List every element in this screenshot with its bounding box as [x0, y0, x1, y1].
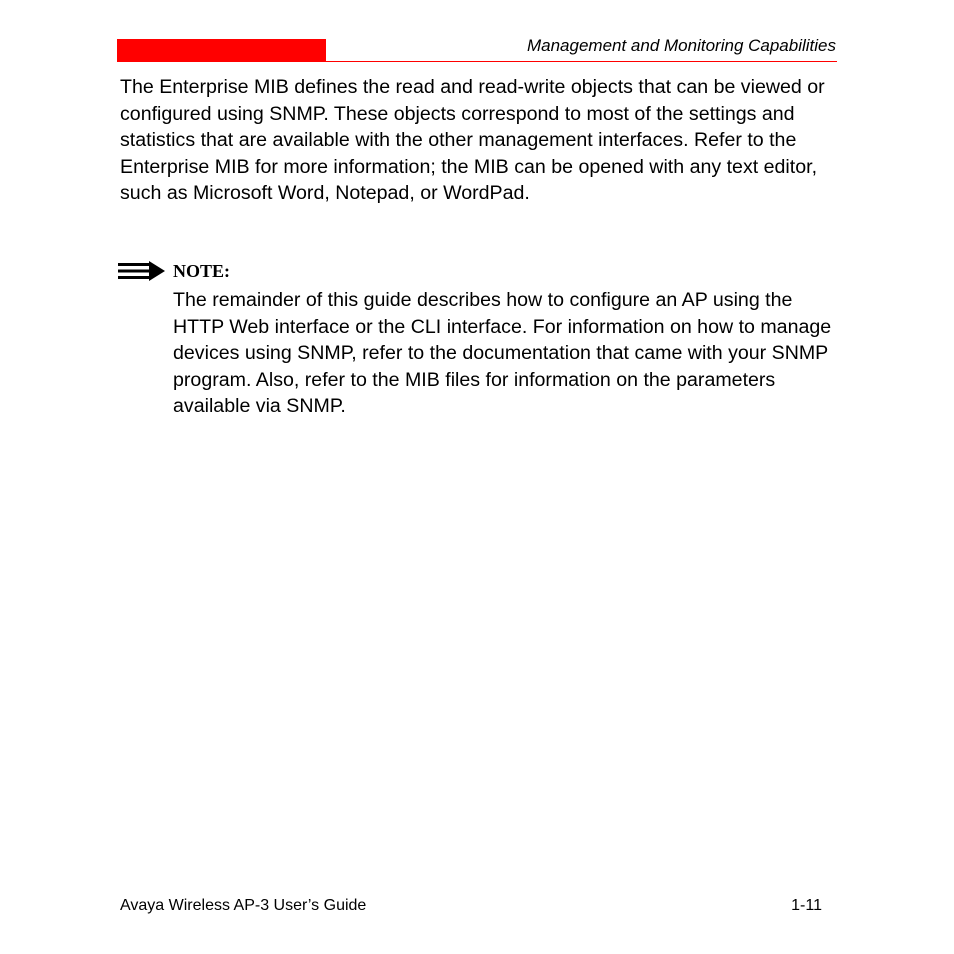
running-header-title: Management and Monitoring Capabilities [526, 36, 836, 55]
body-paragraph: The Enterprise MIB defines the read and read-write objects that can be viewed or configured using SNMP. These objects correspond to most of the settings and statistics that are available with the other management interfaces. Refer to the Enterprise MIB for more information; the MIB can be opened with any text editor, such as Microsoft Word, Notepad, or WordPad. [120, 76, 825, 204]
footer-guide-title: Avaya Wireless AP-3 User’s Guide [120, 897, 367, 914]
header-accent-bar [117, 39, 326, 61]
page-number: 1-11 [791, 897, 822, 914]
note-text: The remainder of this guide describes how to configure an AP using the HTTP Web interface or the CLI interface. For information on how to manage devices using SNMP, refer to the documentation that came with your SNMP program. Also, refer to the MIB files for information on the parameters available via SNMP. [173, 289, 832, 417]
header-rule [117, 61, 837, 62]
note-label: NOTE: [173, 261, 231, 281]
note-arrow-icon [118, 261, 166, 281]
